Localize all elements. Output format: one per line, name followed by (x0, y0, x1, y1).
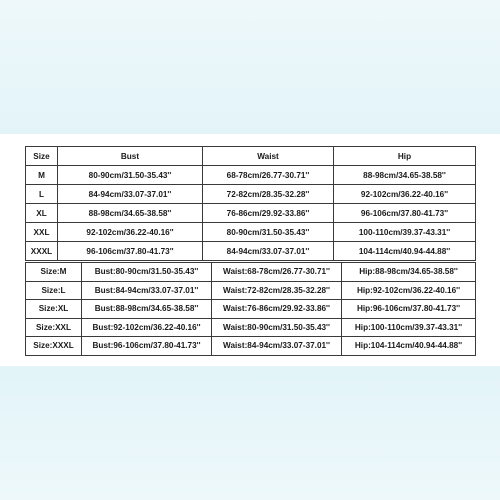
cell-waist: Waist:84-94cm/33.07-37.01'' (212, 337, 342, 356)
cell-hip: Hip:96-106cm/37.80-41.73'' (342, 300, 476, 319)
cell-hip: Hip:104-114cm/40.94-44.88'' (342, 337, 476, 356)
table-header-row (26, 147, 476, 166)
header-bust: Bust (58, 147, 203, 166)
cell-waist: 84-94cm/33.07-37.01'' (203, 242, 334, 261)
cell-waist: Waist:76-86cm/29.92-33.86'' (212, 300, 342, 319)
cell-bust: 80-90cm/31.50-35.43'' (58, 166, 203, 185)
cell-hip: Hip:88-98cm/34.65-38.58'' (342, 263, 476, 282)
cell-size: XXL (26, 223, 58, 242)
background-band-bottom (0, 366, 500, 500)
size-chart-table (25, 146, 476, 261)
table-row (26, 166, 476, 185)
list-row (26, 281, 476, 300)
cell-size: M (26, 166, 58, 185)
cell-hip: 100-110cm/39.37-43.31'' (334, 223, 476, 242)
cell-size: Size:XXL (26, 318, 82, 337)
cell-bust: Bust:84-94cm/33.07-37.01'' (82, 281, 212, 300)
cell-size: XL (26, 204, 58, 223)
cell-bust: 92-102cm/36.22-40.16'' (58, 223, 203, 242)
cell-bust: Bust:96-106cm/37.80-41.73'' (82, 337, 212, 356)
table-row (26, 204, 476, 223)
list-row (26, 337, 476, 356)
cell-hip: Hip:100-110cm/39.37-43.31'' (342, 318, 476, 337)
cell-waist: Waist:68-78cm/26.77-30.71'' (212, 263, 342, 282)
cell-size: XXXL (26, 242, 58, 261)
cell-size: Size:XL (26, 300, 82, 319)
size-list-table (25, 262, 476, 356)
cell-bust: 84-94cm/33.07-37.01'' (58, 185, 203, 204)
cell-waist: 76-86cm/29.92-33.86'' (203, 204, 334, 223)
cell-hip: Hip:92-102cm/36.22-40.16'' (342, 281, 476, 300)
background-band-top (0, 0, 500, 134)
header-size: Size (26, 147, 58, 166)
table-row (26, 242, 476, 261)
cell-hip: 104-114cm/40.94-44.88'' (334, 242, 476, 261)
cell-size: L (26, 185, 58, 204)
cell-hip: 88-98cm/34.65-38.58'' (334, 166, 476, 185)
header-hip: Hip (334, 147, 476, 166)
list-row (26, 318, 476, 337)
list-row (26, 263, 476, 282)
cell-waist: 80-90cm/31.50-35.43'' (203, 223, 334, 242)
cell-hip: 96-106cm/37.80-41.73'' (334, 204, 476, 223)
cell-bust: Bust:88-98cm/34.65-38.58'' (82, 300, 212, 319)
cell-bust: 88-98cm/34.65-38.58'' (58, 204, 203, 223)
cell-size: Size:M (26, 263, 82, 282)
table-row (26, 223, 476, 242)
cell-bust: Bust:80-90cm/31.50-35.43'' (82, 263, 212, 282)
list-row (26, 300, 476, 319)
cell-waist: Waist:72-82cm/28.35-32.28'' (212, 281, 342, 300)
header-waist: Waist (203, 147, 334, 166)
cell-hip: 92-102cm/36.22-40.16'' (334, 185, 476, 204)
cell-waist: Waist:80-90cm/31.50-35.43'' (212, 318, 342, 337)
cell-waist: 72-82cm/28.35-32.28'' (203, 185, 334, 204)
cell-size: Size:L (26, 281, 82, 300)
cell-waist: 68-78cm/26.77-30.71'' (203, 166, 334, 185)
table-row (26, 185, 476, 204)
cell-bust: 96-106cm/37.80-41.73'' (58, 242, 203, 261)
cell-bust: Bust:92-102cm/36.22-40.16'' (82, 318, 212, 337)
cell-size: Size:XXXL (26, 337, 82, 356)
